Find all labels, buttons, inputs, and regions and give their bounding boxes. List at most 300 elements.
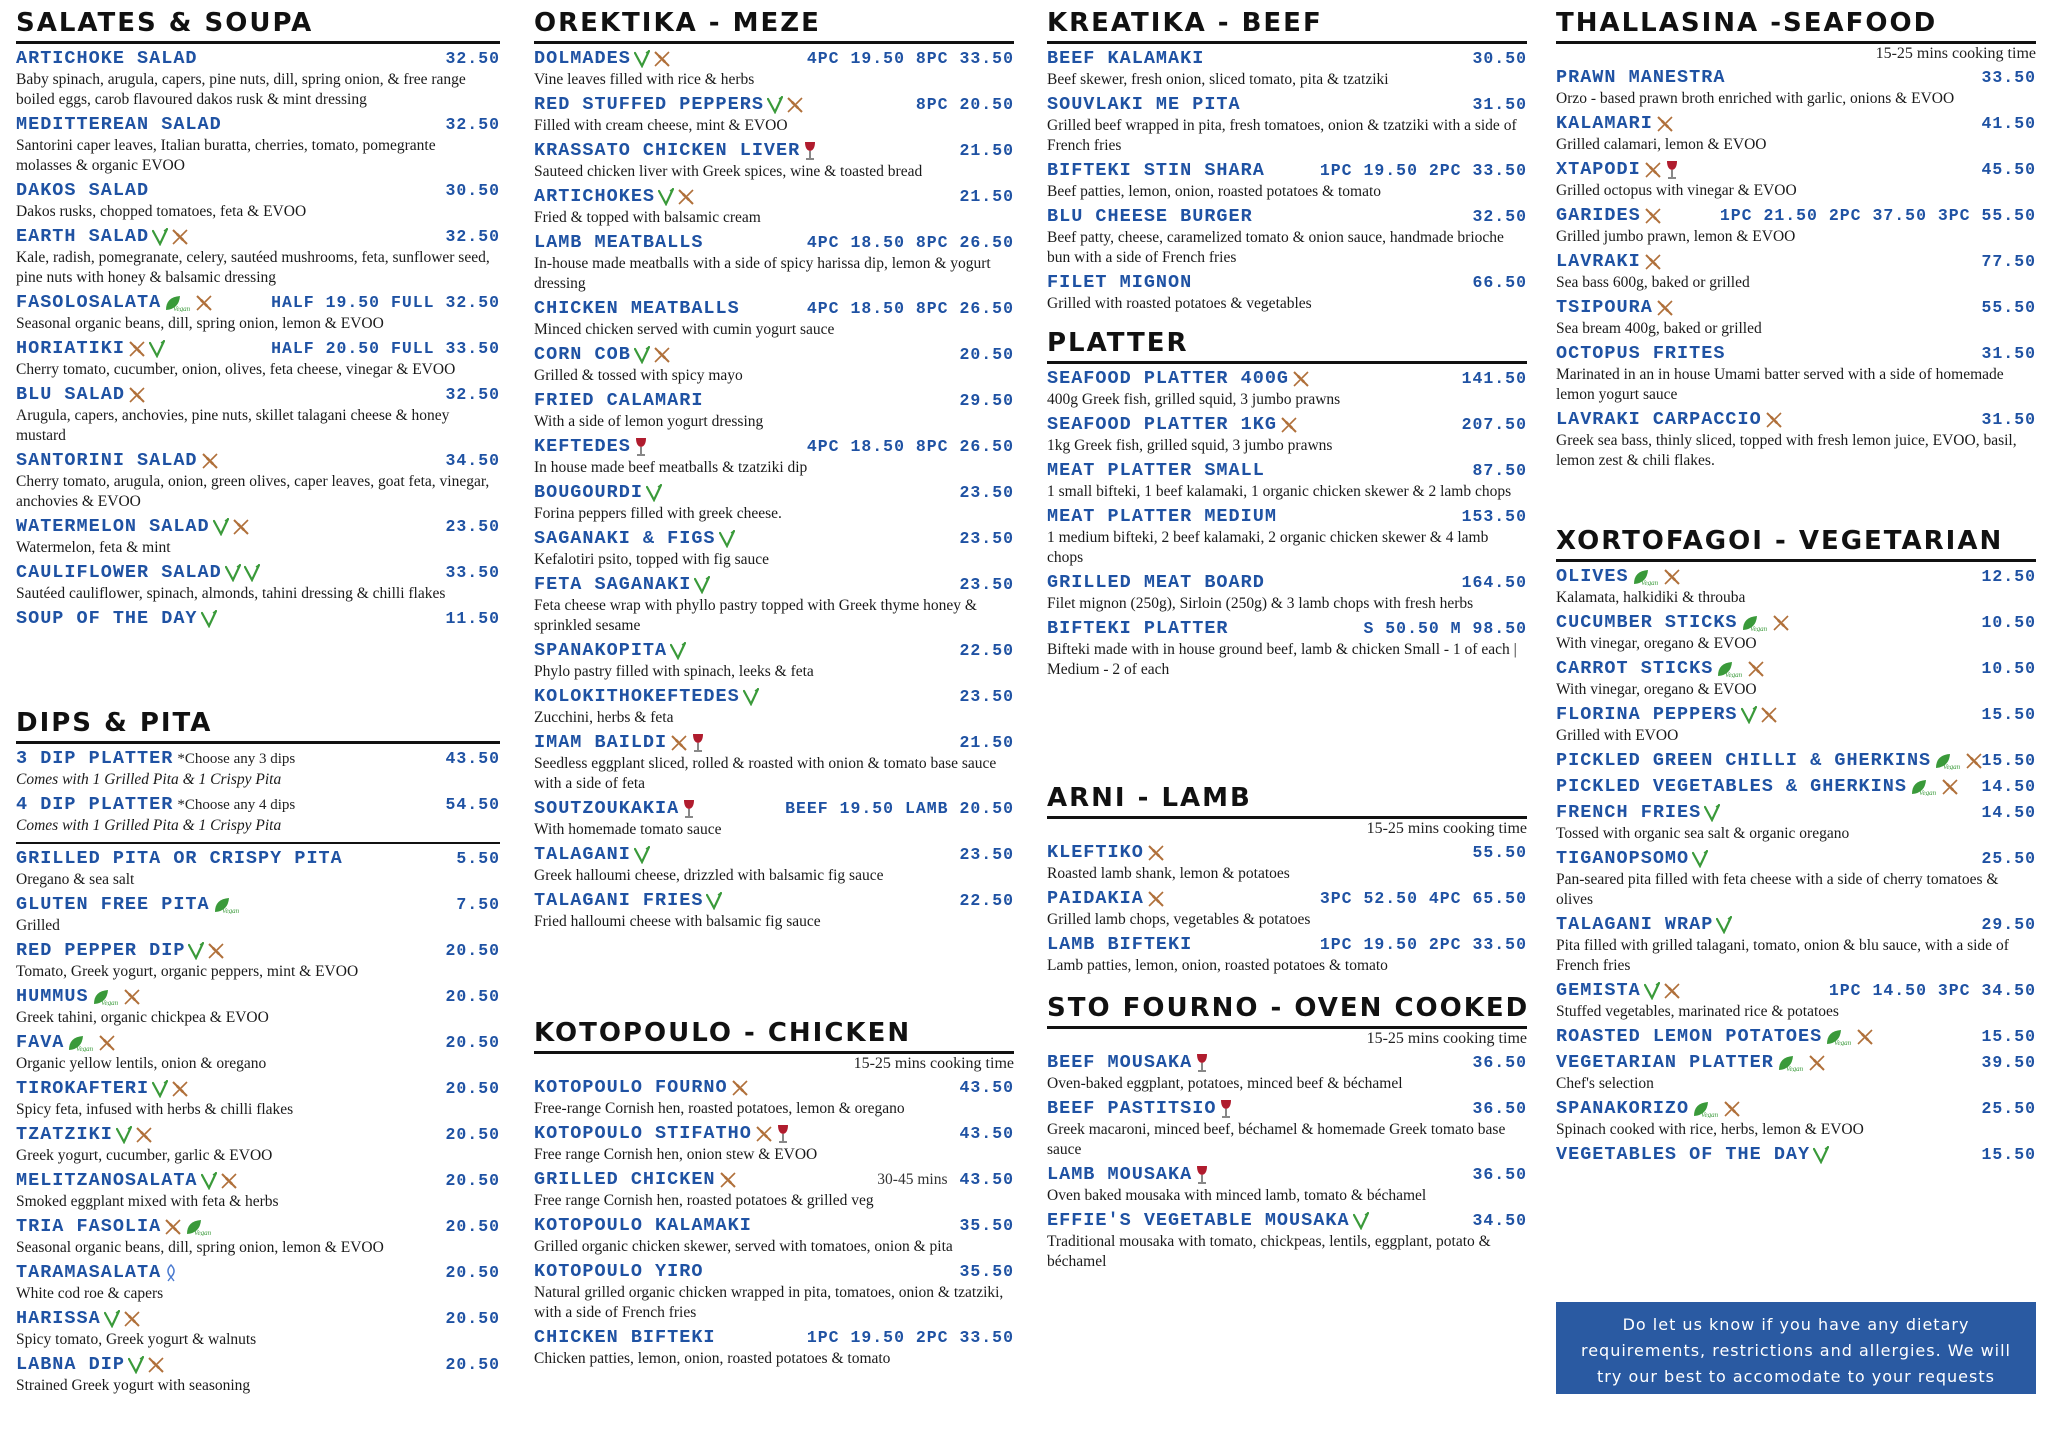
menu-item-price-group [1320,934,1527,956]
menu-item-row [1556,1144,2036,1166]
gluten-free-icon [128,386,146,404]
gluten-free-icon [786,96,804,114]
svg-text:Vegan: Vegan [1834,1039,1852,1046]
menu-item-heading [16,516,250,538]
menu-item-name: DOLMADES [534,48,631,69]
cooking-time-note: 30-45 mins [877,1171,948,1188]
menu-item-row [1047,572,1527,594]
menu-item-price-group [445,1032,500,1054]
menu-item-description: Baby spinach, arugula, capers, pine nuts, dill, spring onion, & free range boiled eggs, carob flavoured dakos rusk & mint dressing [16,71,466,108]
menu-item-price-group [1472,206,1527,228]
gluten-free-icon [670,734,688,752]
menu-item-price-group [445,794,500,816]
menu-item-description: Cherry tomato, arugula, onion, green olives, caper leaves, goat feta, vinegar, anchovies & EVOO [16,473,490,510]
menu-item-row [534,140,1014,162]
vegetarian-icon [201,1172,217,1190]
menu-item-price-group [959,528,1014,550]
menu-item-description: Beef patties, lemon, onion, roasted potatoes & tomato [1047,183,1382,200]
menu-item-heading [16,848,343,870]
menu-item-description: Bifteki made with in house ground beef, lamb & chicken Small - 1 of each | Medium - 2 of each [1047,641,1517,678]
menu-item-price: 29.50 [959,391,1014,410]
menu-item-row [534,298,1014,320]
menu-item-heading [534,232,703,254]
menu-item-row [534,1123,1014,1145]
menu-item-description: Feta cheese wrap with phyllo pastry topped with Greek thyme honey & sprinkled sesame [534,597,977,634]
vegetarian-icon [1353,1212,1369,1230]
menu-item-row [1556,1098,2036,1120]
menu-item-price-group [445,516,500,538]
menu-item-name: RED PEPPER DIP [16,940,186,961]
menu-item-price: 43.50 [959,1078,1014,1097]
menu-item [16,894,500,936]
menu-item-heading [16,1032,116,1054]
cooking-time-note: 15-25 mins cooking time [1366,820,1527,837]
menu-item-heading [16,986,141,1008]
menu-item-row [1047,48,1527,70]
menu-item-heading [1556,914,1732,936]
menu-item-description: Tomato, Greek yogurt, organic peppers, mint & EVOO [16,963,359,980]
section-title: THALLASINA -SEAFOOD [1556,0,2036,44]
menu-item-price: 25.50 [1981,1099,2036,1118]
menu-item [534,94,1014,136]
vegan-icon [213,896,241,914]
menu-item [534,732,1014,794]
menu-item-price-group [1829,980,2036,1002]
menu-item-row [1047,460,1527,482]
menu-item [1047,460,1527,502]
menu-item-description: Sauteed chicken liver with Greek spices, wine & toasted bread [534,163,923,180]
vegan-icon [1777,1054,1805,1072]
menu-item-price: 32.50 [445,227,500,246]
menu-item-description: Forina peppers filled with greek cheese. [534,505,782,522]
menu-item [1556,848,2036,910]
section-title: ARNI - LAMB [1047,775,1527,819]
vegetarian-icon [1704,804,1720,822]
menu-item-row [1047,368,1527,390]
menu-item-row [1556,113,2036,135]
menu-item-heading [16,1354,165,1376]
menu-item-name: FRIED CALAMARI [534,390,704,411]
menu-item-name: TIROKAFTERI [16,1078,150,1099]
vegetarian-icon [104,1310,120,1328]
menu-item [1556,297,2036,339]
menu-item-heading [534,686,759,708]
section-title: DIPS & PITA [16,700,500,744]
menu-item-row [534,232,1014,254]
menu-item-price: 7.50 [456,895,500,914]
menu-item-price-group [1981,159,2036,181]
menu-item-name: GRILLED MEAT BOARD [1047,572,1265,593]
menu-item-row [16,516,500,538]
menu-item-price-group [445,1262,500,1284]
menu-item-name: BLU SALAD [16,384,125,405]
menu-item-price: 4PC 19.50 8PC 33.50 [806,49,1014,68]
menu-item-heading [534,844,650,866]
menu-item-name: HUMMUS [16,986,89,1007]
menu-item-description: Orzo - based prawn broth enriched with garlic, onions & EVOO [1556,90,1955,107]
menu-item-heading [1556,704,1778,726]
menu-item-row [534,844,1014,866]
menu-item-name: WATERMELON SALAD [16,516,210,537]
menu-item-price-group [1462,506,1527,528]
menu-item-name: FLORINA PEPPERS [1556,704,1738,725]
menu-item [534,798,1014,840]
menu-item-price: 20.50 [445,987,500,1006]
menu-item-heading [1556,776,1959,798]
menu-item-heading [1556,566,1681,588]
menu-item-name: LABNA DIP [16,1354,125,1375]
menu-item-price-group [1462,414,1527,436]
menu-item-price: 15.50 [1981,705,2036,724]
menu-item-name: TALAGANI WRAP [1556,914,1714,935]
vegan-icon [1741,614,1769,632]
menu-item [1556,205,2036,247]
menu-item-description: With vinegar, oregano & EVOO [1556,681,1757,698]
menu-item [534,1123,1014,1165]
menu-item-heading [1556,612,1790,634]
menu-item-heading [16,748,295,770]
menu-section [1556,0,2036,471]
menu-item-price: 4PC 18.50 8PC 26.50 [806,299,1014,318]
menu-item-name: FETA SAGANAKI [534,574,692,595]
menu-item-price-group [916,94,1014,116]
menu-item-heading [1556,980,1681,1002]
menu-item-price-group [445,384,500,406]
menu-item-description: Kalamata, halkidiki & throuba [1556,589,1746,606]
menu-item [1047,572,1527,614]
menu-item-price-group [1981,750,2036,772]
vegan-icon [1934,752,1962,770]
menu-item [534,640,1014,682]
menu-item-heading [534,390,703,412]
menu-item-name: ROASTED LEMON POTATOES [1556,1026,1823,1047]
gluten-free-icon [171,228,189,246]
menu-item-description: Arugula, capers, anchovies, pine nuts, skillet talagani cheese & honey mustard [16,407,450,444]
menu-item-price-group [1981,566,2036,588]
menu-item-row [1556,67,2036,89]
vegetarian-icon [1716,916,1732,934]
svg-text:Vegan: Vegan [76,1045,94,1052]
menu-item-price: 4PC 18.50 8PC 26.50 [806,437,1014,456]
menu-item-price-group [807,1327,1014,1349]
menu-item-price: 32.50 [445,115,500,134]
gluten-free-icon [171,1080,189,1098]
menu-item [1047,1164,1527,1206]
menu-item-name: GARIDES [1556,205,1641,226]
menu-item-heading [534,732,705,754]
wine-icon [682,799,696,819]
menu-item-name: GRILLED CHICKEN [534,1169,716,1190]
section-title: KREATIKA - BEEF [1047,0,1527,44]
menu-item [534,1077,1014,1119]
fish-icon [164,1264,178,1282]
menu-item-description: Grilled with EVOO [1556,727,1679,744]
menu-item-price: 23.50 [959,575,1014,594]
menu-item-name: VEGETARIAN PLATTER [1556,1052,1774,1073]
menu-item-heading [16,48,198,70]
svg-text:Vegan: Vegan [1749,625,1767,632]
menu-item-heading [1047,160,1265,182]
menu-item-price-group [959,390,1014,412]
menu-item-price: 87.50 [1472,461,1527,480]
menu-item-row [534,890,1014,912]
menu-item-name: KALAMARI [1556,113,1653,134]
menu-item-price: 39.50 [1981,1053,2036,1072]
menu-item-description: Natural grilled organic chicken wrapped in pita, tomatoes, onion & tzatziki, with a side of French fries [534,1284,1004,1321]
menu-item-name: KRASSATO CHICKEN LIVER [534,140,801,161]
menu-item-name: KEFTEDES [534,436,631,457]
menu-item [1556,750,2036,772]
menu-item-heading [1556,1052,1826,1074]
vegetarian-icon [213,518,229,536]
menu-item-row [534,436,1014,458]
vegetarian-icon [634,50,650,68]
menu-item-price: 23.50 [445,517,500,536]
menu-item-price: 43.50 [445,749,500,768]
gluten-free-icon [1147,844,1165,862]
menu-item-price-group [1981,658,2036,680]
menu-item [1556,1098,2036,1140]
menu-item-description: Organic yellow lentils, onion & oregano [16,1055,267,1072]
menu-item-price-group [445,608,500,630]
menu-item-description: Seedless eggplant sliced, rolled & roasted with onion & tomato base sauce with a side of feta [534,755,997,792]
menu-item-heading [1047,934,1192,956]
menu-item-row [16,226,500,248]
menu-item-description: Pan-seared pita filled with feta cheese with a side of cherry tomatoes & olives [1556,871,1999,908]
menu-item-row [1556,658,2036,680]
svg-text:Vegan: Vegan [1943,763,1961,770]
menu-item-description: Traditional mousaka with tomato, chickpeas, lentils, eggplant, potato & béchamel [1047,1233,1491,1270]
menu-item-row [1556,914,2036,936]
menu-item-name: CHICKEN MEATBALLS [534,298,740,319]
menu-item-heading [16,338,165,360]
menu-item-description: Dakos rusks, chopped tomatoes, feta & EVOO [16,203,307,220]
menu-item [1556,802,2036,844]
menu-item-description: Comes with 1 Grilled Pita & 1 Crispy Pita [16,771,282,788]
menu-item-row [1047,842,1527,864]
vegetarian-icon [1692,850,1708,868]
menu-item-name: 3 DIP PLATTER [16,748,174,769]
menu-item-price-group [959,574,1014,596]
menu-item-name: TARAMASALATA [16,1262,162,1283]
menu-item-heading [1047,618,1229,640]
menu-item-description: Oven baked mousaka with minced lamb, tomato & béchamel [1047,1187,1427,1204]
menu-item-heading [534,186,695,208]
menu-item-price-group [959,732,1014,754]
menu-item-price-group [959,640,1014,662]
menu-item-price-group [456,848,500,870]
section-title: OREKTIKA - MEZE [534,0,1014,44]
menu-item [16,114,500,176]
menu-item [16,48,500,110]
menu-item-price: 20.50 [959,345,1014,364]
menu-item [534,186,1014,228]
menu-item-price: 25.50 [1981,849,2036,868]
menu-item-price-group [1981,297,2036,319]
menu-section [16,700,500,1396]
menu-item-price: 20.50 [445,1355,500,1374]
menu-item-price: 54.50 [445,795,500,814]
menu-item-name: CARROT STICKS [1556,658,1714,679]
menu-item-name: XTAPODI [1556,159,1641,180]
menu-item-price-group [1981,343,2036,365]
menu-item-price: 31.50 [1981,410,2036,429]
menu-item-heading [534,528,735,550]
menu-item-description: Strained Greek yogurt with seasoning [16,1377,251,1394]
menu-item-row [16,1354,500,1376]
menu-item [16,1216,500,1258]
svg-text:Vegan: Vegan [1640,579,1658,586]
wine-icon [691,733,705,753]
menu-item-price: 164.50 [1461,573,1527,592]
menu-item-price-group [959,140,1014,162]
menu-item-price: 43.50 [959,1124,1014,1143]
menu-item-heading [16,180,149,202]
vegetarian-icon [244,564,260,582]
menu-item-price: 35.50 [959,1216,1014,1235]
gluten-free-icon [1765,411,1783,429]
wine-icon [803,141,817,161]
menu-item-price-group [1472,94,1527,116]
menu-item-name: BOUGOURDI [534,482,643,503]
menu-item [16,940,500,982]
menu-item-price-group [959,1261,1014,1283]
gluten-free-icon [1280,416,1298,434]
gluten-free-icon [201,452,219,470]
menu-item [16,794,500,836]
menu-item-heading [1556,848,1708,870]
menu-item [1047,1098,1527,1160]
menu-item-name: TSIPOURA [1556,297,1653,318]
menu-item-name: SANTORINI SALAD [16,450,198,471]
menu-item-price: 207.50 [1461,415,1527,434]
menu-item-heading [1556,113,1674,135]
menu-item-row [1047,206,1527,228]
menu-item [534,574,1014,636]
menu-item-name: EFFIE'S VEGETABLE MOUSAKA [1047,1210,1350,1231]
menu-item-price-group [1462,368,1527,390]
menu-item-description: Seasonal organic beans, dill, spring onion, lemon & EVOO [16,1239,384,1256]
menu-item-description: Lamb patties, lemon, onion, roasted potatoes & tomato [1047,957,1388,974]
vegan-icon [67,1034,95,1052]
menu-item-row [16,562,500,584]
menu-item-name: BEEF PASTITSIO [1047,1098,1217,1119]
menu-item [1047,160,1527,202]
menu-item-row [1556,802,2036,824]
menu-item-name: ARTICHOKE SALAD [16,48,198,69]
menu-item-name: RED STUFFED PEPPERS [534,94,764,115]
menu-item-price-group [807,436,1014,458]
menu-item-price-group [445,940,500,962]
menu-item-row [534,390,1014,412]
menu-item-name: TRIA FASOLIA [16,1216,162,1237]
menu-item-price: 4PC 18.50 8PC 26.50 [806,233,1014,252]
menu-item-row [534,186,1014,208]
gluten-free-icon [1808,1054,1826,1072]
menu-item-price: 21.50 [959,733,1014,752]
menu-item-row [534,1077,1014,1099]
menu-item [1556,704,2036,746]
menu-item-price: 8PC 20.50 [915,95,1014,114]
menu-item-description: Spicy tomato, Greek yogurt & walnuts [16,1331,257,1348]
menu-item-description: Grilled lamb chops, vegetables & potatoes [1047,911,1311,928]
menu-item-price-group [445,748,500,770]
menu-item-description: Greek halloumi cheese, drizzled with balsamic fig sauce [534,867,884,884]
menu-item-heading [534,1261,703,1283]
menu-item-row [534,48,1014,70]
menu-item-name: KOTOPOULO FOURNO [534,1077,728,1098]
menu-item-price-group [1472,1210,1527,1232]
menu-item-row [16,292,500,314]
menu-item-price: 23.50 [959,529,1014,548]
menu-item-price-group [1981,1026,2036,1048]
menu-item-row [16,794,500,816]
menu-item-price: 32.50 [1472,207,1527,226]
menu-item-price: 21.50 [959,187,1014,206]
menu-item [534,482,1014,524]
vegetarian-icon [128,1356,144,1374]
menu-item [1556,1144,2036,1166]
menu-item-description: Greek tahini, organic chickpea & EVOO [16,1009,269,1026]
menu-item-heading [1047,94,1241,116]
menu-item-name: TZATZIKI [16,1124,113,1145]
menu-item-heading [16,114,222,136]
menu-item-price: 33.50 [445,563,500,582]
menu-item [16,848,500,890]
menu-item-price: 1PC 19.50 2PC 33.50 [1319,935,1527,954]
menu-item-heading [16,1216,213,1238]
menu-item-name: SEAFOOD PLATTER 1KG [1047,414,1277,435]
svg-text:Vegan: Vegan [100,999,118,1006]
menu-item [1556,409,2036,471]
menu-item-row [534,1261,1014,1283]
svg-text:Vegan: Vegan [1701,1111,1719,1118]
menu-item [534,1327,1014,1369]
menu-item-price-group [785,798,1014,820]
menu-item-description: In-house made meatballs with a side of spicy harissa dip, lemon & yogurt dressing [534,255,991,292]
menu-item-price-group [1363,618,1527,640]
menu-item [16,608,500,630]
menu-item [1047,272,1527,314]
menu-item-price-group [959,1215,1014,1237]
menu-item-heading [1047,842,1165,864]
gluten-free-icon [1965,752,1983,770]
menu-item-heading [534,94,804,116]
menu-item [16,1124,500,1166]
vegetarian-icon [116,1126,132,1144]
menu-item-description: Grilled calamari, lemon & EVOO [1556,136,1767,153]
gluten-free-icon [98,1034,116,1052]
menu-item-price-group [1981,914,2036,936]
menu-item [1556,343,2036,405]
menu-section [1556,518,2036,1166]
menu-item [534,686,1014,728]
menu-item-description: Grilled & tossed with spicy mayo [534,367,743,384]
gluten-free-icon [1644,253,1662,271]
menu-item-price-group [1981,67,2036,89]
vegetarian-icon [767,96,783,114]
menu-item-heading [534,1123,790,1145]
menu-item-description: Grilled octopus with vinegar & EVOO [1556,182,1797,199]
menu-item-name: PAIDAKIA [1047,888,1144,909]
menu-item-price-group [1472,460,1527,482]
menu-item-name: IMAM BAILDI [534,732,668,753]
vegetarian-icon [152,228,168,246]
gluten-free-icon [1292,370,1310,388]
menu-item [534,1261,1014,1323]
vegan-icon [1692,1100,1720,1118]
menu-item-row [1556,1052,2036,1074]
